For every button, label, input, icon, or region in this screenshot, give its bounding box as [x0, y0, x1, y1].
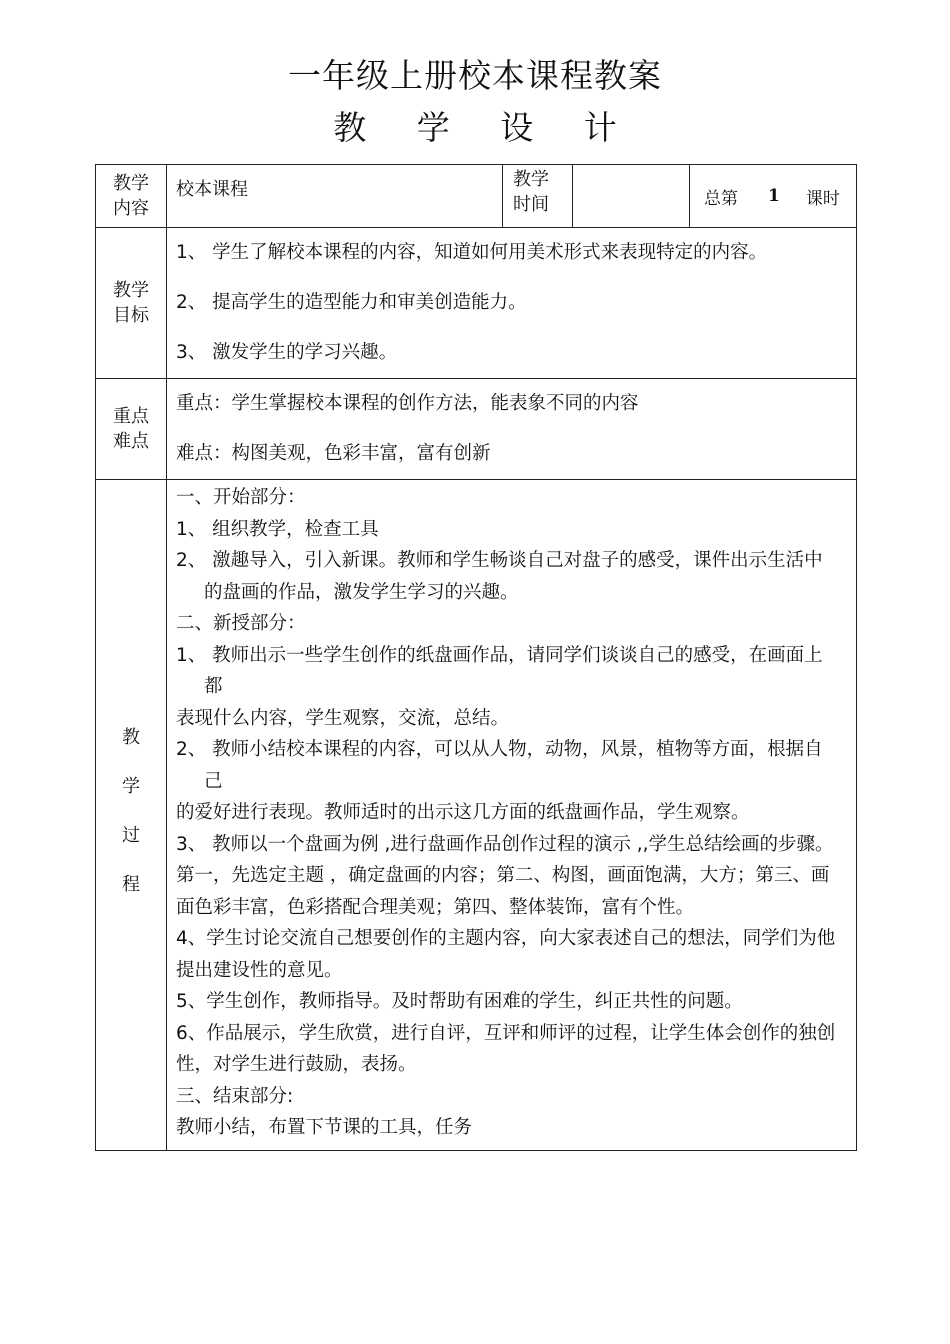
process-line: 6、作品展示，学生欣赏，进行自评，互评和师评的过程，让学生体会创作的独创	[176, 1022, 836, 1044]
content-label: 教学内容	[113, 173, 149, 219]
process-label-char: 过	[122, 825, 140, 846]
document-title: 一年级上册校本课程教案	[288, 56, 662, 95]
lesson-number: 1	[768, 186, 780, 206]
table-row-header	[96, 165, 857, 228]
focus-content-cell	[167, 379, 857, 480]
process-line: 面色彩丰富，色彩搭配合理美观；第四、整体装饰，富有个性。	[176, 896, 695, 918]
key-point: 重点：学生掌握校本课程的创作方法，能表象不同的内容	[176, 393, 639, 414]
document-subtitle: 教 学 设 计	[333, 108, 637, 147]
goals-label-cell	[96, 228, 167, 379]
process-line: 提出建设性的意见。	[176, 959, 343, 981]
time-label: 教学时间	[513, 169, 549, 215]
focus-label-cell	[96, 379, 167, 480]
process-line: 教师小结，布置下节课的工具，任务	[176, 1117, 473, 1138]
process-label-char: 程	[122, 874, 140, 895]
process-line: 2、 激趣导入，引入新课。教师和学生畅谈自己对盘子的感受，课件出示生活中	[176, 550, 823, 571]
table-row-focus	[96, 379, 857, 480]
process-line: 2、 教师小结校本课程的内容，可以从人物，动物，风景，植物等方面，根据自	[176, 739, 823, 760]
process-steps	[167, 480, 856, 1144]
goal-item: 3、 激发学生的学习兴趣。	[176, 342, 398, 363]
process-line: 1、 组织教学，检查工具	[176, 518, 379, 540]
goals-content-cell	[167, 228, 857, 379]
content-value: 校本课程	[176, 179, 248, 200]
table-row-process	[96, 480, 857, 1151]
process-line: 第一，先选定主题 ，确定盘画的内容；第二、构图，画面饱满，大方；第三、画	[176, 865, 830, 886]
process-label-cell	[96, 480, 167, 1151]
process-line: 性，对学生进行鼓励，表扬。	[176, 1054, 417, 1075]
goal-item: 2、 提高学生的造型能力和审美创造能力。	[176, 292, 527, 313]
process-label-char: 学	[122, 776, 140, 797]
process-line: 都	[204, 676, 223, 697]
process-label-char: 教	[122, 727, 140, 748]
process-line: 5、学生创作，教师指导。及时帮助有困难的学生，纠正共性的问题。	[176, 991, 743, 1012]
process-line: 的盘画的作品，激发学生学习的兴趣。	[204, 581, 519, 603]
content-value-cell	[167, 165, 503, 228]
lesson-count	[690, 165, 856, 227]
goals-list	[167, 228, 856, 378]
process-line: 一、开始部分：	[176, 487, 306, 508]
process-line: 的爱好进行表现。教师适时的出示这几方面的纸盘画作品，学生观察。	[176, 802, 750, 823]
process-line: 表现什么内容，学生观察，交流，总结。	[176, 707, 510, 729]
process-line: 己	[204, 770, 223, 792]
lesson-prefix: 总第	[704, 188, 738, 209]
table-row-goals	[96, 228, 857, 379]
focus-label: 重点难点	[113, 406, 149, 452]
process-label	[96, 725, 166, 897]
goals-label: 教学目标	[113, 280, 149, 326]
focus-list	[167, 379, 856, 479]
lesson-count-cell	[690, 165, 857, 228]
goal-item: 1、 学生了解校本课程的内容，知道如何用美术形式来表现特定的内容。	[176, 242, 768, 263]
process-line: 1、 教师出示一些学生创作的纸盘画作品，请同学们谈谈自己的感受，在画面上	[176, 644, 823, 666]
process-line: 二、新授部分：	[176, 613, 306, 634]
time-label-cell	[503, 165, 573, 228]
lesson-plan-table	[95, 164, 857, 1151]
process-content-cell	[167, 480, 857, 1151]
process-line: 4、学生讨论交流自己想要创作的主题内容，向大家表述自己的想法，同学们为他	[176, 928, 836, 949]
content-label-cell	[96, 165, 167, 228]
time-value-cell	[573, 165, 690, 228]
difficulty: 难点：构图美观，色彩丰富，富有创新	[176, 443, 491, 464]
lesson-suffix: 课时	[805, 188, 840, 209]
process-line: 三、结束部分:	[176, 1085, 294, 1107]
process-line: 3、 教师以一个盘画为例 ,进行盘画作品创作过程的演示 ,,学生总结绘画的步骤。	[176, 833, 834, 855]
